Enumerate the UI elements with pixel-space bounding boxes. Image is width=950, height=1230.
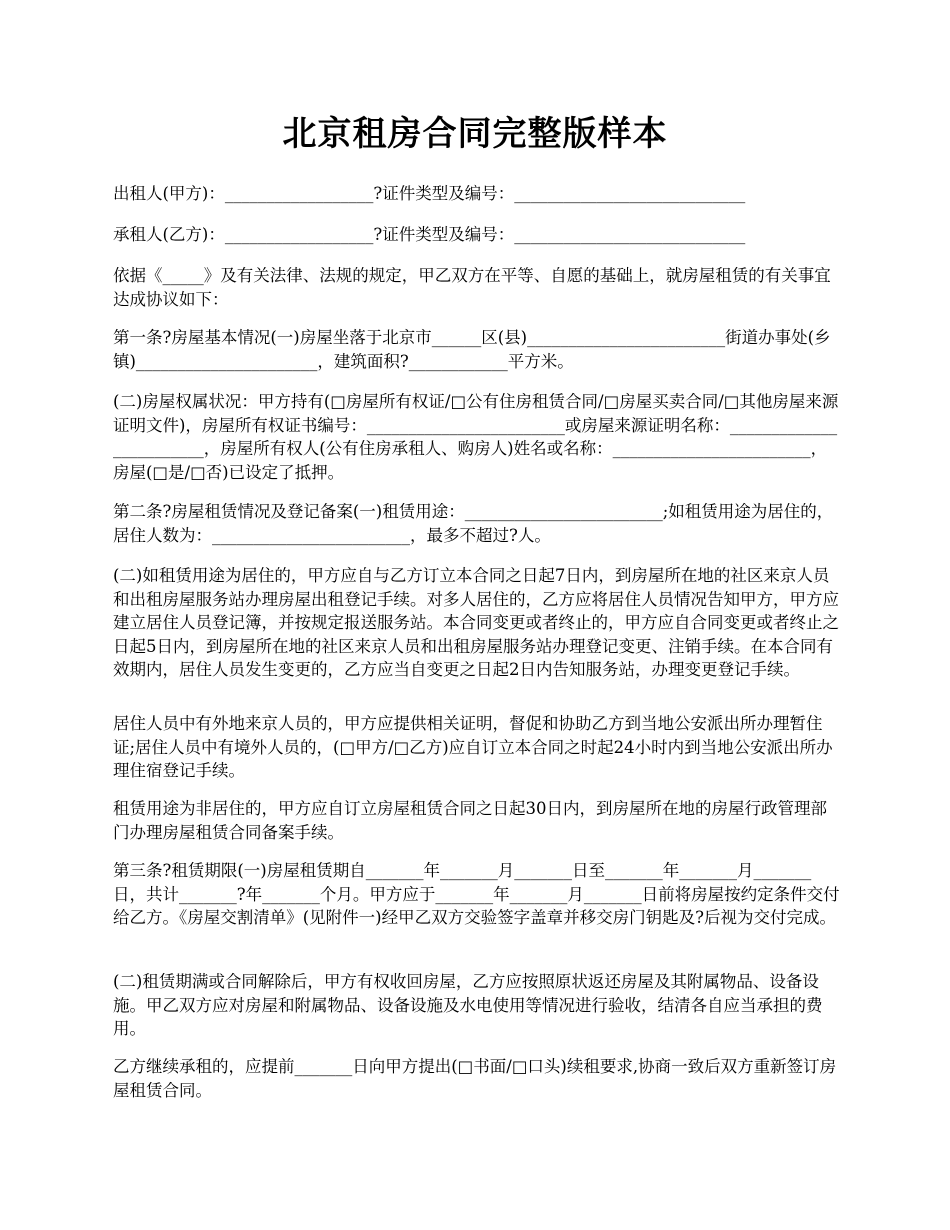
paragraph-expiry: (二)租赁期满或合同解除后，甲方有权收回房屋，乙方应按照原状返还房屋及其附属物品、设备设施。甲乙双方应对房屋和附属物品、设备设施及水电使用等情况进行验收，结清各自应当承担的费用。 (113, 972, 823, 1038)
paragraph-residents: 居住人员中有外地来京人员的，甲方应提供相关证明，督促和协助乙方到当地公安派出所办理暂住证;居住人员中有境外人员的，(□甲方/□乙方)应自订立本合同之时起24小时内到当地公安派出所办理住宿登记手续。 (113, 714, 833, 780)
paragraph-lessee: 承租人(乙方)：__________________?证件类型及编号：____________________________ (113, 225, 746, 244)
paragraph-article-2: 第二条?房屋租赁情况及登记备案(一)租赁用途：________________________;如租赁用途为居住的，居住人数为：________________________，最多不超过?人。 (113, 502, 834, 545)
paragraph-basis: 依据《_____》及有关法律、法规的规定，甲乙双方在平等、自愿的基础上，就房屋租赁的有关事宜达成协议如下： (113, 266, 831, 309)
paragraph-lessor: 出租人(甲方)：__________________?证件类型及编号：____________________________ (113, 184, 746, 203)
document-title: 北京租房合同完整版样本 (282, 114, 668, 154)
paragraph-ownership: (二)房屋权属状况：甲方持有(□房屋所有权证/□公有住房租赁合同/□房屋买卖合同/□其他房屋来源证明文件)，房屋所有权证书编号：________________________或房屋来源证明名称：________________________，房屋所有权人(公有住房承租人、购房人)姓名或名称：________________________，房屋(□是/□否)已设定了抵押。 (113, 392, 839, 482)
paragraph-renewal: 乙方继续承租的，应提前_______日向甲方提出(□书面/□口头)续租要求,协商一致后双方重新签订房屋租赁合同。 (113, 1057, 837, 1100)
paragraph-non-residential: 租赁用途为非居住的，甲方应自订立房屋租赁合同之日起30日内，到房屋所在地的房屋行政管理部门办理房屋租赁合同备案手续。 (113, 799, 827, 842)
paragraph-registration: (二)如租赁用途为居住的，甲方应自与乙方订立本合同之日起7日内，到房屋所在地的社区来京人员和出租房屋服务站办理房屋出租登记手续。对多人居住的，乙方应将居住人员情况告知甲方，甲方应建立居住人员登记簿，并按规定报送服务站。本合同变更或者终止的，甲方应自合同变更或者终止之日起5日内，到房屋所在地的社区来京人员和出租房屋服务站办理登记变更、注销手续。在本合同有效期内，居住人员发生变更的，乙方应当自变更之日起2日内告知服务站，办理变更登记手续。 (113, 566, 839, 679)
paragraph-article-3: 第三条?租赁期限(一)房屋租赁期自_______年_______月_______日至_______年_______月_______日，共计_______?年_______个月。甲方应于_______年_______月_______日前将房屋按约定条件交付给乙方。《房屋交割清单》(见附件一)经甲乙双方交验签字盖章并移交房门钥匙及?后视为交付完成。 (113, 861, 840, 927)
paragraph-article-1: 第一条?房屋基本情况(一)房屋坐落于北京市______区(县)________________________街道办事处(乡镇)______________________，建筑面积?____________平方米。 (113, 328, 831, 371)
